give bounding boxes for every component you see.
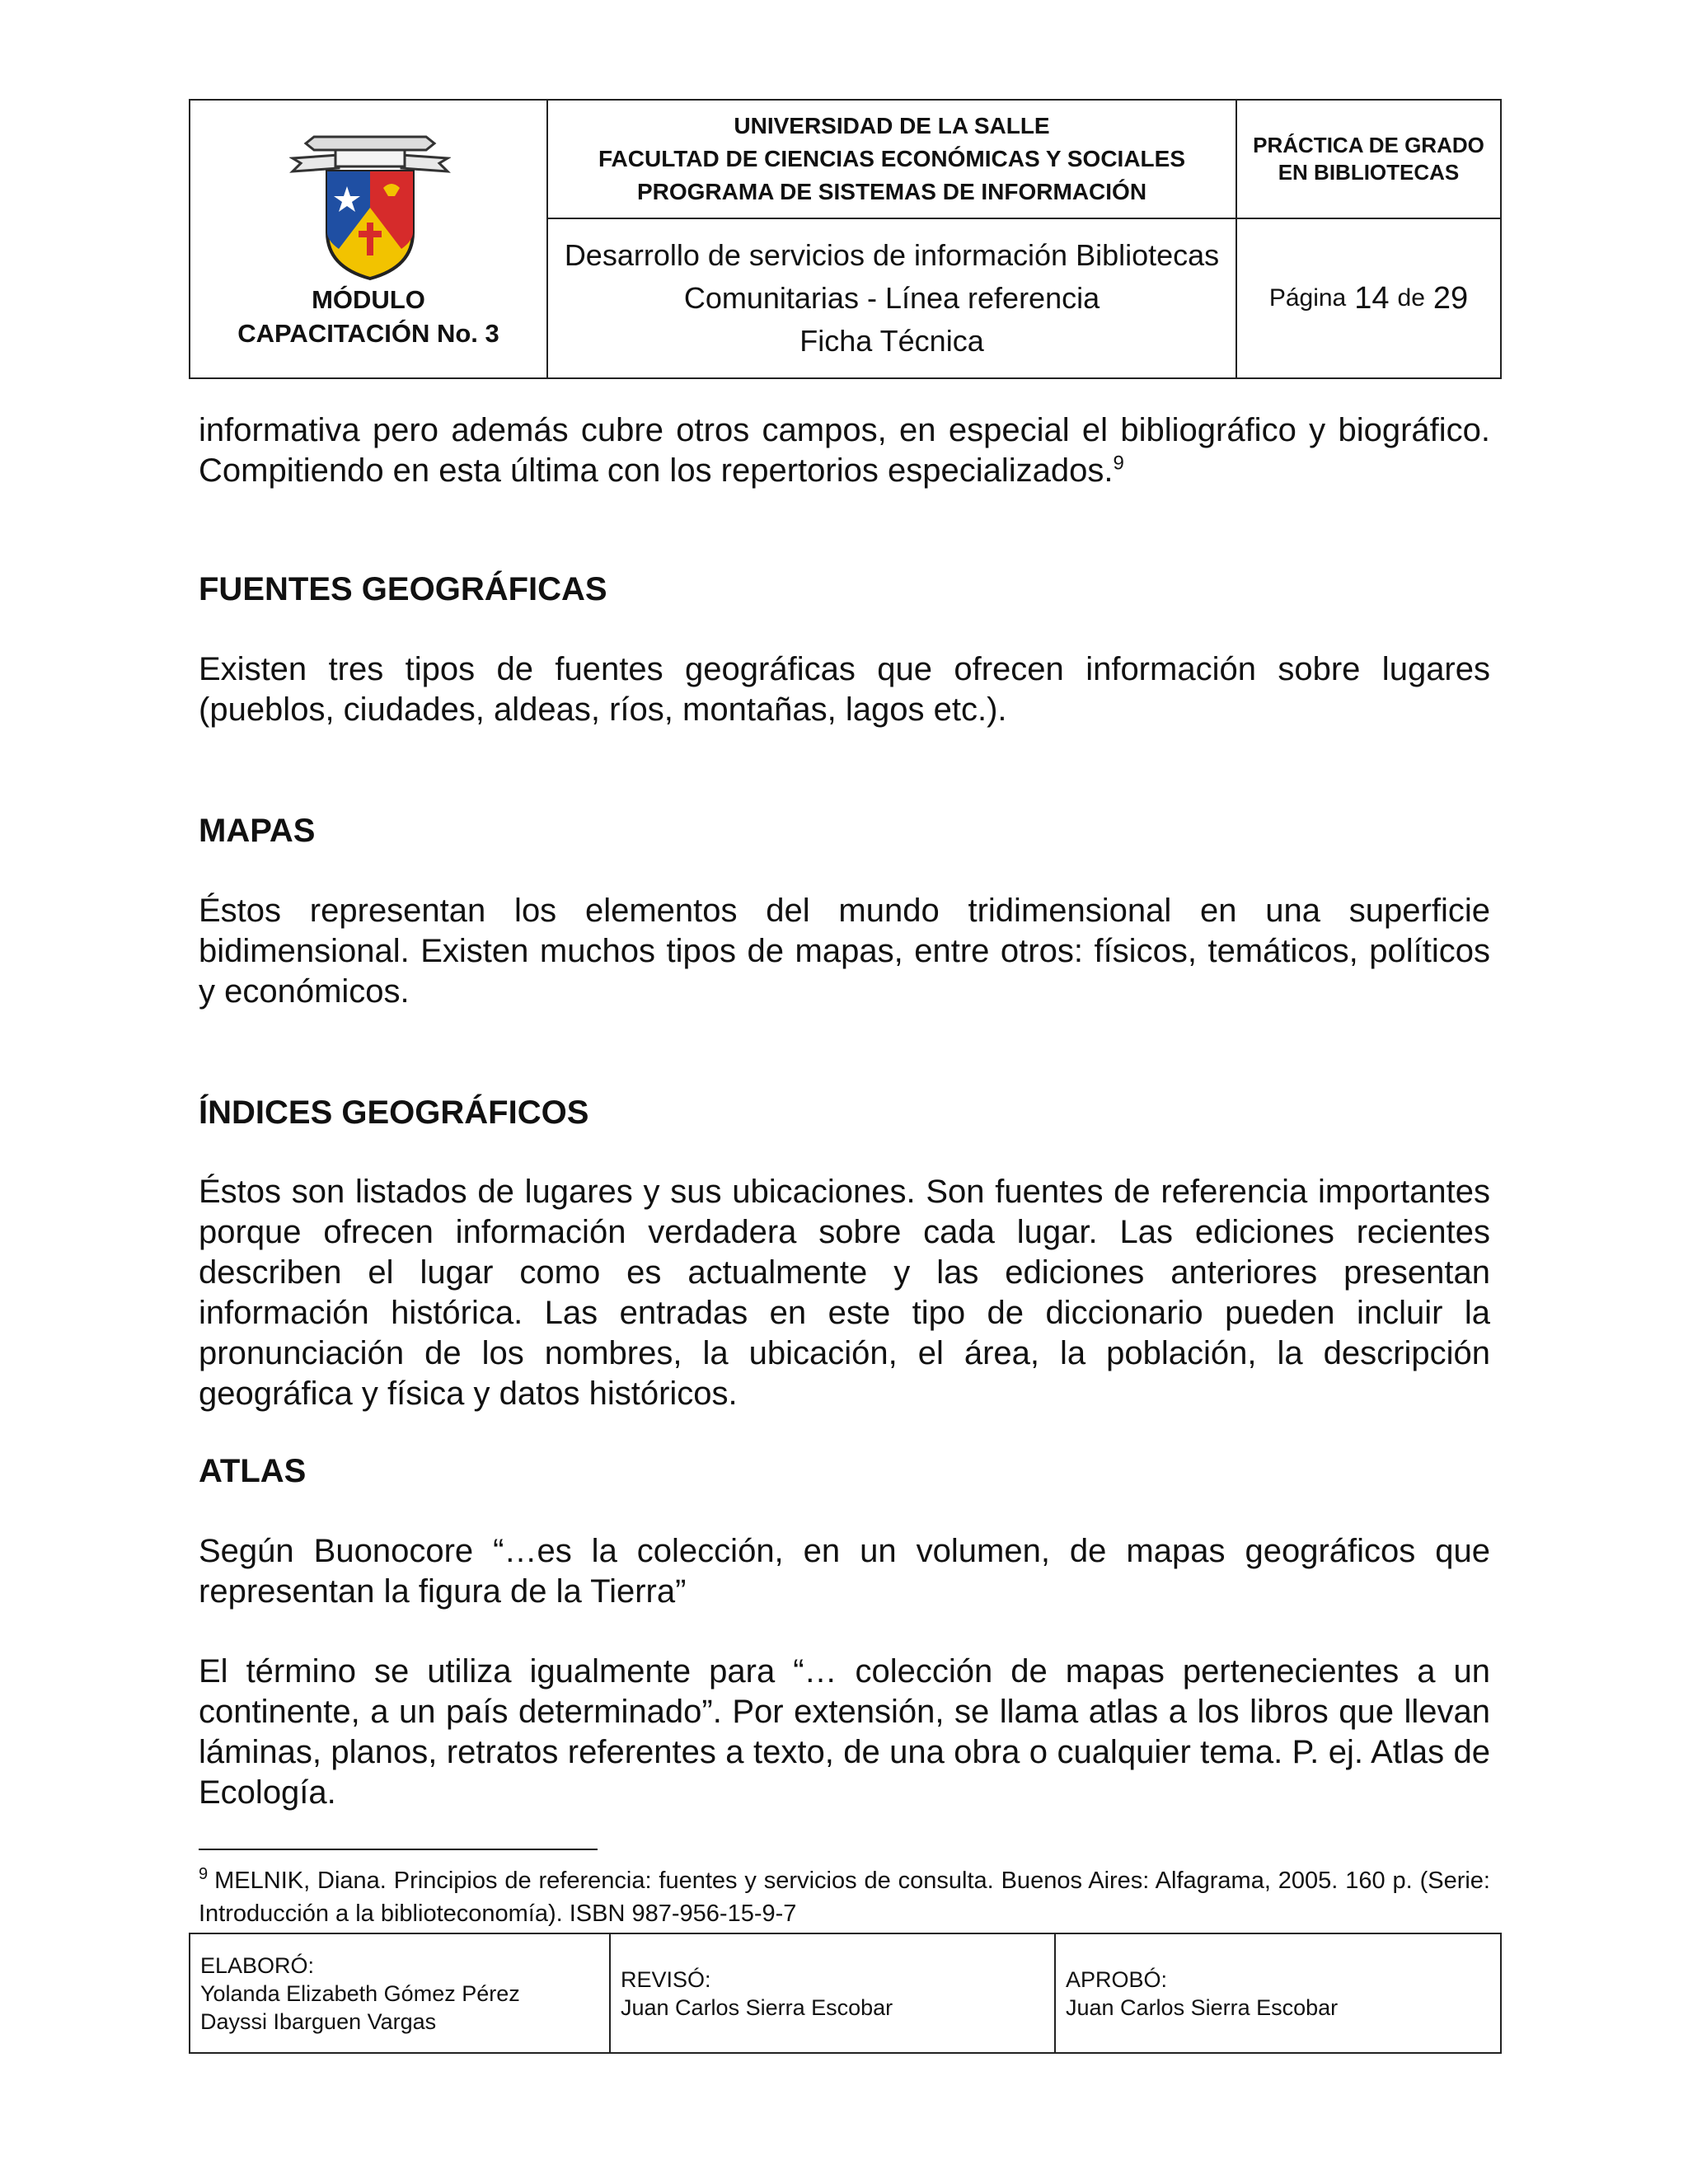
section-paragraph [199,1172,1490,1414]
subject-line: Comunitarias - Línea referencia [683,281,1100,315]
program-name: PROGRAMA DE SISTEMAS DE INFORMACIÓN [636,179,1147,204]
intro-text: informativa pero además cubre otros campos, en especial el bibliográfico y biográfico. Compitiendo en esta última con los repertorios especializados. [199,412,1490,489]
section-heading: MAPAS [199,813,316,849]
institution-block [548,101,1236,218]
section-heading: FUENTES GEOGRÁFICAS [199,571,607,607]
page-total: 29 [1432,280,1469,316]
practice-block [1237,101,1500,218]
practice-line: EN BIBLIOTECAS [1278,160,1460,185]
reviso-cell [611,1934,1054,2052]
aprobo-name: Juan Carlos Sierra Escobar [1066,1994,1339,2020]
paragraph-text: El término se utiliza igualmente para “… colección de mapas pertenecientes a un continente, a un país determinado”. Por extensión, se llama atlas a los libros que llevan láminas, planos, retratos referentes a texto, de una obra o cualquier tema. P. ej. Atlas de Ecología. [199,1653,1490,1811]
module-number: CAPACITACIÓN No. 3 [237,319,499,348]
practice-line: PRÁCTICA DE GRADO [1253,133,1484,157]
module-label: MÓDULO [312,285,425,314]
section-paragraph [199,649,1490,730]
aprobo-cell [1056,1934,1500,2052]
footnote-number: 9 [199,1865,209,1884]
section-paragraph [199,1652,1490,1813]
page-indicator [1237,219,1500,377]
footnote-text: MELNIK, Diana. Principios de referencia: fuentes y servicios de consulta. Buenos Aires: Alfagrama, 2005. 160 p. (Serie: Introducción a la biblioteconomía). ISBN 987-956-15-9-7 [199,1868,1490,1927]
subject-block [548,219,1236,377]
paragraph-text: Existen tres tipos de fuentes geográficas que ofrecen información sobre lugares (pueblos, ciudades, aldeas, ríos, montañas, lagos etc.). [199,651,1490,728]
footnote-ref: 9 [1113,452,1124,475]
footnote [199,1864,1490,1930]
elaboro-label: ELABORÓ: [200,1952,315,1978]
page-word: Página [1268,284,1347,312]
paragraph-text: Según Buonocore “…es la colección, en un volumen, de mapas geográficos que representan la figura de la Tierra” [199,1533,1490,1610]
logo-cell [190,101,546,377]
aprobo-label: APROBÓ: [1066,1966,1168,1992]
university-name: UNIVERSIDAD DE LA SALLE [734,113,1050,138]
elaboro-name: Yolanda Elizabeth Gómez Pérez [200,1980,520,2006]
footnote-separator [199,1849,598,1850]
reviso-name: Juan Carlos Sierra Escobar [621,1994,893,2020]
paragraph-text: Éstos son listados de lugares y sus ubicaciones. Son fuentes de referencia importantes porque ofrecen información verdadera sobre cada lugar. Las ediciones recientes describen el lugar como es actualmente y las ediciones anteriores presentan información histórica. Las entradas en este tipo de diccionario pueden incluir la pronunciación de los nombres, la ubicación, el área, la población, la descripción geográfica y física y datos históricos. [199,1174,1490,1412]
section-paragraph [199,1531,1490,1612]
university-crest-logo [289,125,451,282]
header-table [189,99,1502,379]
page-of: de [1397,284,1425,312]
section-heading: ÍNDICES GEOGRÁFICOS [199,1094,589,1131]
intro-paragraph [199,410,1490,491]
footer-table [189,1933,1502,2054]
subject-line: Desarrollo de servicios de información Bibliotecas [564,238,1220,272]
elaboro-name: Dayssi Ibarguen Vargas [200,2008,437,2034]
elaboro-cell [190,1934,609,2052]
paragraph-text: Éstos representan los elementos del mundo tridimensional en una superficie bidimensional. Existen muchos tipos de mapas, entre otros: físicos, temáticos, políticos y económicos. [199,893,1490,1010]
section-heading: ATLAS [199,1453,307,1489]
section-paragraph [199,891,1490,1012]
faculty-name: FACULTAD DE CIENCIAS ECONÓMICAS Y SOCIALES [598,146,1185,171]
reviso-label: REVISÓ: [621,1966,711,1992]
subject-line: Ficha Técnica [799,324,984,358]
page-number: 14 [1354,280,1390,316]
